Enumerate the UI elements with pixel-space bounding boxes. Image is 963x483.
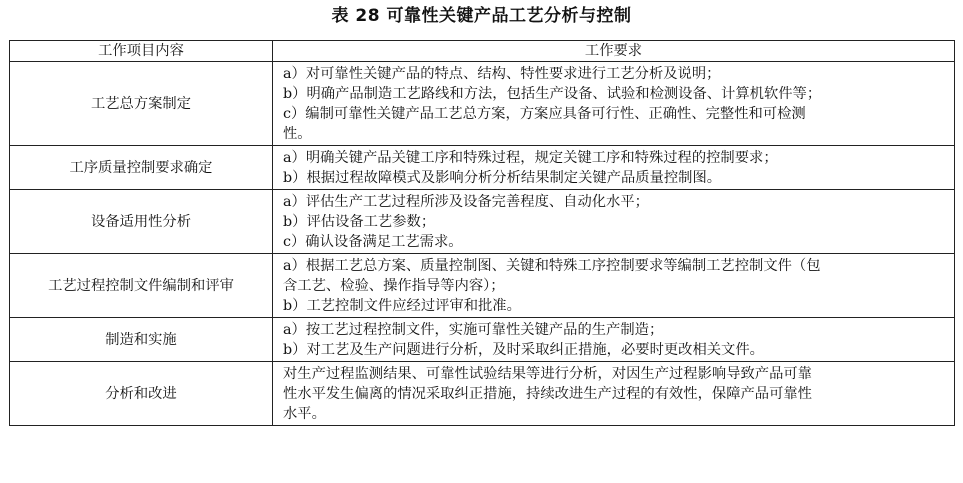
- requirement-line: b）工艺控制文件应经过评审和批准。: [283, 298, 521, 314]
- requirement-line: c）确认设备满足工艺需求。: [283, 234, 463, 250]
- requirement-line: a）对可靠性关键产品的特点、结构、特性要求进行工艺分析及说明；: [283, 66, 721, 82]
- header-work-item: 工作项目内容: [10, 41, 273, 62]
- table-row: [10, 254, 955, 318]
- requirements-cell: [273, 190, 955, 254]
- requirement-line: 性水平发生偏离的情况采取纠正措施，持续改进生产过程的有效性，保障产品可靠性: [283, 386, 812, 402]
- requirement-line: a）根据工艺总方案、质量控制图、关键和特殊工序控制要求等编制工艺控制文件（包: [283, 258, 821, 274]
- requirements-cell: [273, 254, 955, 318]
- table-row: [10, 318, 955, 362]
- table-row: [10, 146, 955, 190]
- requirement-line: c）编制可靠性关键产品工艺总方案，方案应具备可行性、正确性、完整性和可检测: [283, 106, 806, 122]
- requirement-line: b）评估设备工艺参数；: [283, 214, 436, 230]
- work-item-cell: 工艺过程控制文件编制和评审: [10, 254, 273, 318]
- requirement-line: b）对工艺及生产问题进行分析，及时采取纠正措施，必要时更改相关文件。: [283, 342, 764, 358]
- requirement-line: 对生产过程监测结果、可靠性试验结果等进行分析，对因生产过程影响导致产品可靠: [283, 366, 812, 382]
- table-row: [10, 62, 955, 146]
- requirement-line: a）按工艺过程控制文件，实施可靠性关键产品的生产制造；: [283, 322, 664, 338]
- requirement-line: 性。: [283, 126, 312, 142]
- requirements-cell: [273, 318, 955, 362]
- work-item-cell: 制造和实施: [10, 318, 273, 362]
- table-row: [10, 362, 955, 426]
- requirement-line: 水平。: [283, 406, 326, 422]
- requirement-line: 含工艺、检验、操作指导等内容）；: [283, 278, 505, 294]
- requirement-line: b）明确产品制造工艺路线和方法，包括生产设备、试验和检测设备、计算机软件等；: [283, 86, 822, 102]
- work-item-cell: 分析和改进: [10, 362, 273, 426]
- header-work-requirements: 工作要求: [273, 41, 955, 62]
- work-item-cell: 设备适用性分析: [10, 190, 273, 254]
- requirements-cell: [273, 362, 955, 426]
- work-item-cell: 工序质量控制要求确定: [10, 146, 273, 190]
- requirement-line: a）评估生产工艺过程所涉及设备完善程度、自动化水平；: [283, 194, 649, 210]
- requirement-line: a）明确关键产品关键工序和特殊过程，规定关键工序和特殊过程的控制要求；: [283, 150, 778, 166]
- requirements-cell: [273, 146, 955, 190]
- requirement-line: b）根据过程故障模式及影响分析分析结果制定关键产品质量控制图。: [283, 170, 722, 186]
- work-item-cell: 工艺总方案制定: [10, 62, 273, 146]
- table-row: [10, 190, 955, 254]
- requirements-cell: [273, 62, 955, 146]
- table-header-row: [10, 41, 955, 62]
- table-title: 表 28 可靠性关键产品工艺分析与控制: [331, 6, 632, 26]
- requirements-table: [9, 40, 955, 426]
